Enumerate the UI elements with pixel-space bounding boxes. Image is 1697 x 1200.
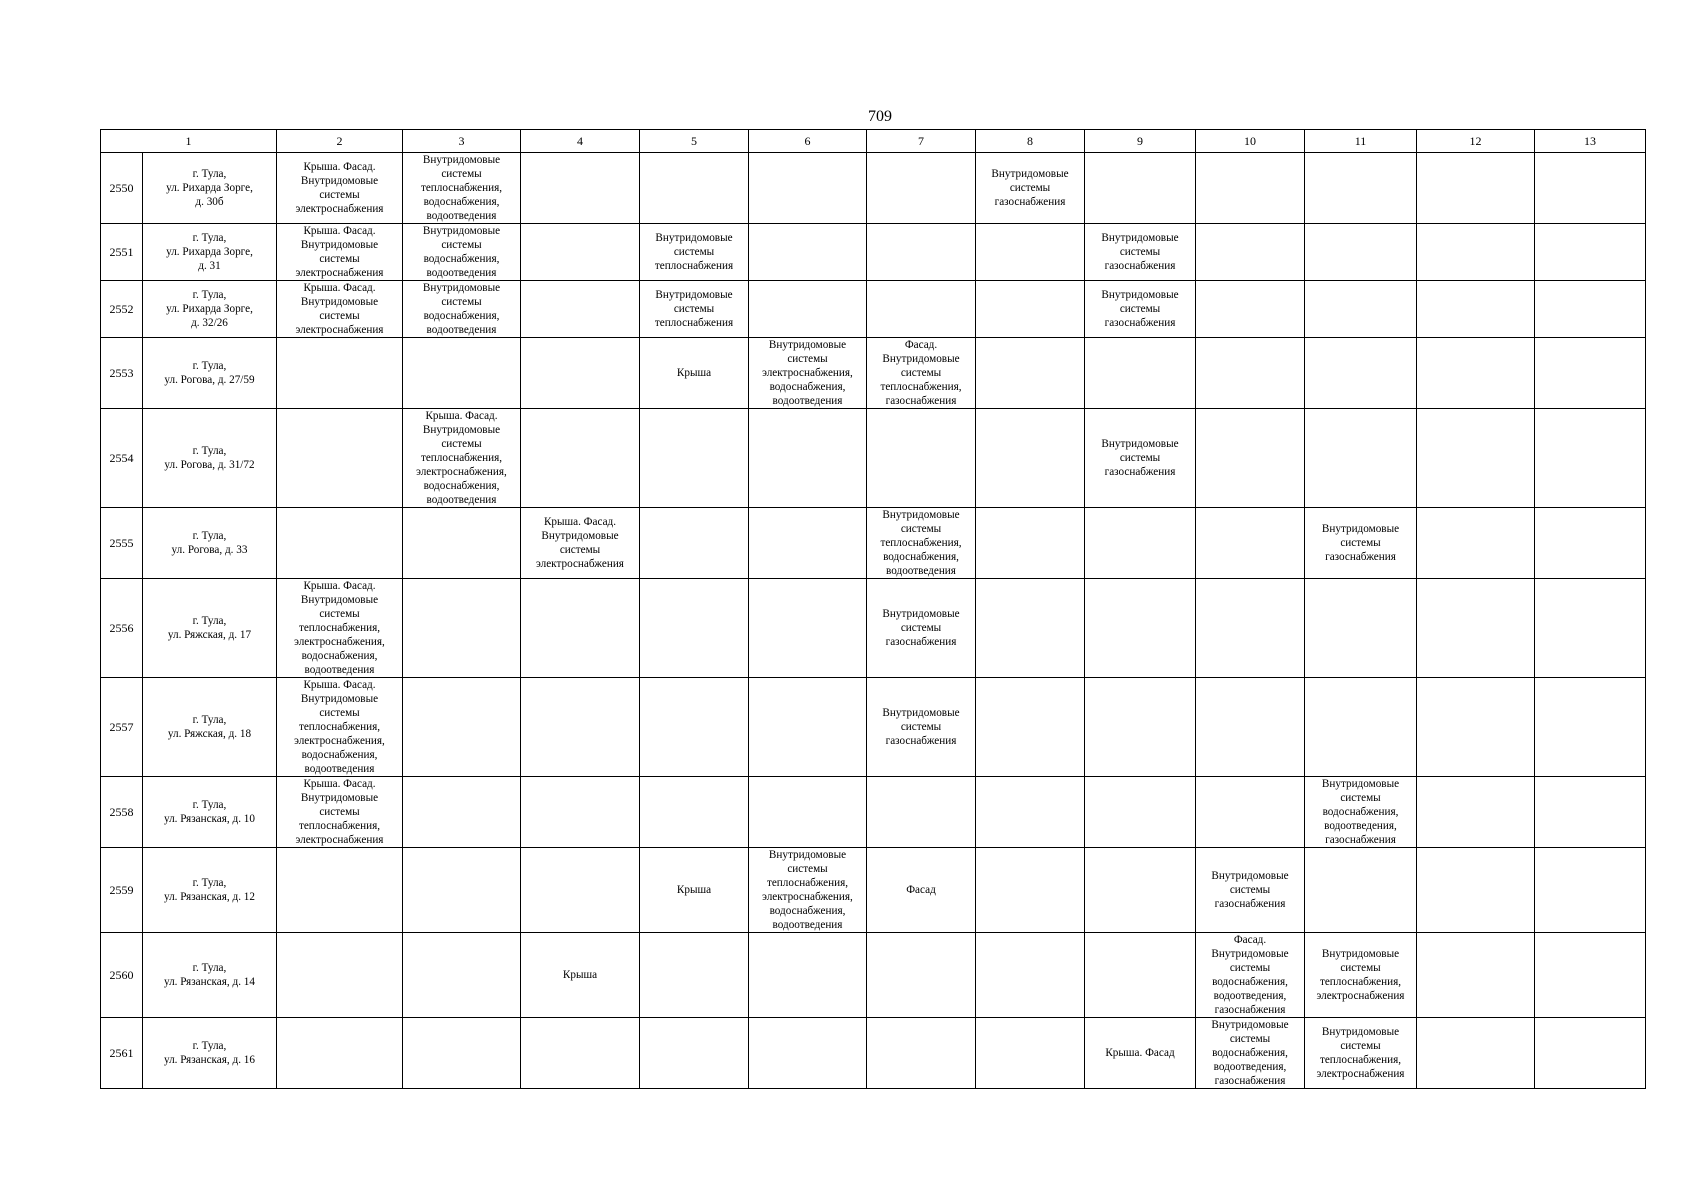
work-cell-col-8 — [976, 281, 1085, 338]
row-number-cell: 2560 — [101, 933, 143, 1018]
work-cell-col-8: Внутридомовые системы газоснабжения — [976, 153, 1085, 224]
work-cell-col-7 — [867, 409, 976, 508]
work-cell-col-2 — [277, 338, 403, 409]
work-cell-col-4 — [521, 281, 640, 338]
work-cell-col-11 — [1305, 409, 1417, 508]
work-cell-col-12 — [1417, 409, 1535, 508]
work-cell-col-7: Внутридомовые системы теплоснабжения, водоснабжения, водоотведения — [867, 508, 976, 579]
work-cell-col-9 — [1085, 848, 1196, 933]
row-number-cell: 2558 — [101, 777, 143, 848]
work-cell-col-13 — [1535, 1018, 1646, 1089]
work-cell-col-8 — [976, 1018, 1085, 1089]
work-cell-col-2: Крыша. Фасад. Внутридомовые системы теплоснабжения, электроснабжения, водоснабжения, водоотведения — [277, 678, 403, 777]
work-cell-col-12 — [1417, 933, 1535, 1018]
work-cell-col-7: Фасад — [867, 848, 976, 933]
row-number-cell: 2555 — [101, 508, 143, 579]
table-row — [101, 281, 1646, 338]
table-row — [101, 338, 1646, 409]
work-cell-col-3: Крыша. Фасад. Внутридомовые системы теплоснабжения, электроснабжения, водоснабжения, водоотведения — [403, 409, 521, 508]
work-cell-col-13 — [1535, 153, 1646, 224]
work-cell-col-4 — [521, 678, 640, 777]
work-cell-col-10 — [1196, 409, 1305, 508]
work-cell-col-6 — [749, 777, 867, 848]
work-cell-col-8 — [976, 224, 1085, 281]
work-cell-col-3: Внутридомовые системы водоснабжения, водоотведения — [403, 281, 521, 338]
column-number-3: 3 — [403, 130, 521, 153]
address-cell: г. Тула, ул. Рихарда Зорге, д. 30б — [143, 153, 277, 224]
work-cell-col-8 — [976, 409, 1085, 508]
column-number-row — [101, 130, 1646, 153]
work-cell-col-9 — [1085, 678, 1196, 777]
work-cell-col-6 — [749, 579, 867, 678]
work-cell-col-11 — [1305, 224, 1417, 281]
work-cell-col-2: Крыша. Фасад. Внутридомовые системы электроснабжения — [277, 224, 403, 281]
column-number-6: 6 — [749, 130, 867, 153]
table-row — [101, 678, 1646, 777]
work-cell-col-7 — [867, 933, 976, 1018]
work-cell-col-11 — [1305, 579, 1417, 678]
work-cell-col-8 — [976, 848, 1085, 933]
work-cell-col-12 — [1417, 1018, 1535, 1089]
work-cell-col-6 — [749, 508, 867, 579]
work-cell-col-5 — [640, 777, 749, 848]
work-cell-col-2 — [277, 508, 403, 579]
work-cell-col-11 — [1305, 281, 1417, 338]
work-cell-col-5: Крыша — [640, 338, 749, 409]
work-cell-col-13 — [1535, 281, 1646, 338]
column-number-2: 2 — [277, 130, 403, 153]
work-cell-col-12 — [1417, 777, 1535, 848]
work-cell-col-7: Внутридомовые системы газоснабжения — [867, 678, 976, 777]
work-cell-col-4 — [521, 1018, 640, 1089]
column-number-10: 10 — [1196, 130, 1305, 153]
work-cell-col-12 — [1417, 224, 1535, 281]
work-cell-col-11: Внутридомовые системы теплоснабжения, электроснабжения — [1305, 1018, 1417, 1089]
work-cell-col-9 — [1085, 777, 1196, 848]
column-number-11: 11 — [1305, 130, 1417, 153]
work-cell-col-3 — [403, 579, 521, 678]
work-cell-col-8 — [976, 508, 1085, 579]
work-cell-col-4 — [521, 224, 640, 281]
work-cell-col-10: Внутридомовые системы газоснабжения — [1196, 848, 1305, 933]
work-cell-col-5 — [640, 409, 749, 508]
address-cell: г. Тула, ул. Рогова, д. 31/72 — [143, 409, 277, 508]
work-cell-col-5 — [640, 1018, 749, 1089]
work-cell-col-4 — [521, 777, 640, 848]
work-cell-col-2 — [277, 1018, 403, 1089]
work-cell-col-13 — [1535, 579, 1646, 678]
table-row — [101, 153, 1646, 224]
work-cell-col-2: Крыша. Фасад. Внутридомовые системы электроснабжения — [277, 281, 403, 338]
work-cell-col-11 — [1305, 338, 1417, 409]
work-cell-col-3 — [403, 1018, 521, 1089]
work-cell-col-11 — [1305, 153, 1417, 224]
work-cell-col-3: Внутридомовые системы теплоснабжения, водоснабжения, водоотведения — [403, 153, 521, 224]
work-cell-col-5 — [640, 678, 749, 777]
page-number: 709 — [868, 108, 892, 125]
column-number-9: 9 — [1085, 130, 1196, 153]
work-cell-col-10: Внутридомовые системы водоснабжения, водоотведения, газоснабжения — [1196, 1018, 1305, 1089]
column-number-13: 13 — [1535, 130, 1646, 153]
work-cell-col-9 — [1085, 508, 1196, 579]
address-cell: г. Тула, ул. Ряжская, д. 18 — [143, 678, 277, 777]
work-cell-col-7 — [867, 777, 976, 848]
work-cell-col-6 — [749, 933, 867, 1018]
row-number-cell: 2559 — [101, 848, 143, 933]
work-cell-col-10 — [1196, 777, 1305, 848]
work-cell-col-12 — [1417, 153, 1535, 224]
address-cell: г. Тула, ул. Рихарда Зорге, д. 32/26 — [143, 281, 277, 338]
work-cell-col-10 — [1196, 281, 1305, 338]
work-cell-col-10 — [1196, 678, 1305, 777]
row-number-cell: 2552 — [101, 281, 143, 338]
row-number-cell: 2561 — [101, 1018, 143, 1089]
address-cell: г. Тула, ул. Ряжская, д. 17 — [143, 579, 277, 678]
work-cell-col-6 — [749, 153, 867, 224]
work-cell-col-6 — [749, 1018, 867, 1089]
work-cell-col-9 — [1085, 933, 1196, 1018]
table-row — [101, 409, 1646, 508]
work-cell-col-12 — [1417, 678, 1535, 777]
address-cell: г. Тула, ул. Рогова, д. 27/59 — [143, 338, 277, 409]
work-cell-col-12 — [1417, 508, 1535, 579]
work-cell-col-2 — [277, 848, 403, 933]
table-row — [101, 777, 1646, 848]
work-cell-col-12 — [1417, 281, 1535, 338]
address-cell: г. Тула, ул. Рязанская, д. 16 — [143, 1018, 277, 1089]
row-number-cell: 2553 — [101, 338, 143, 409]
work-cell-col-10 — [1196, 153, 1305, 224]
work-cell-col-2: Крыша. Фасад. Внутридомовые системы теплоснабжения, электроснабжения, водоснабжения, водоотведения — [277, 579, 403, 678]
table-row — [101, 1018, 1646, 1089]
work-cell-col-6 — [749, 224, 867, 281]
work-cell-col-13 — [1535, 409, 1646, 508]
work-cell-col-3 — [403, 678, 521, 777]
column-number-4: 4 — [521, 130, 640, 153]
table-row — [101, 579, 1646, 678]
work-cell-col-3 — [403, 777, 521, 848]
work-cell-col-4 — [521, 153, 640, 224]
work-cell-col-5 — [640, 153, 749, 224]
work-cell-col-11: Внутридомовые системы газоснабжения — [1305, 508, 1417, 579]
address-cell: г. Тула, ул. Рязанская, д. 14 — [143, 933, 277, 1018]
work-cell-col-13 — [1535, 678, 1646, 777]
work-cell-col-13 — [1535, 933, 1646, 1018]
work-cell-col-2 — [277, 409, 403, 508]
work-cell-col-9: Внутридомовые системы газоснабжения — [1085, 224, 1196, 281]
work-cell-col-2 — [277, 933, 403, 1018]
work-cell-col-3: Внутридомовые системы водоснабжения, водоотведения — [403, 224, 521, 281]
work-cell-col-8 — [976, 579, 1085, 678]
work-cell-col-7 — [867, 153, 976, 224]
column-number-12: 12 — [1417, 130, 1535, 153]
work-cell-col-6: Внутридомовые системы теплоснабжения, электроснабжения, водоснабжения, водоотведения — [749, 848, 867, 933]
work-cell-col-11: Внутридомовые системы теплоснабжения, электроснабжения — [1305, 933, 1417, 1018]
work-cell-col-4 — [521, 338, 640, 409]
row-number-cell: 2556 — [101, 579, 143, 678]
work-cell-col-13 — [1535, 508, 1646, 579]
work-cell-col-6: Внутридомовые системы электроснабжения, водоснабжения, водоотведения — [749, 338, 867, 409]
column-number-1: 1 — [101, 130, 277, 153]
work-cell-col-6 — [749, 409, 867, 508]
row-number-cell: 2550 — [101, 153, 143, 224]
address-cell: г. Тула, ул. Рогова, д. 33 — [143, 508, 277, 579]
column-number-8: 8 — [976, 130, 1085, 153]
work-cell-col-9: Внутридомовые системы газоснабжения — [1085, 281, 1196, 338]
work-cell-col-5: Внутридомовые системы теплоснабжения — [640, 281, 749, 338]
work-cell-col-8 — [976, 777, 1085, 848]
work-cell-col-10 — [1196, 579, 1305, 678]
work-cell-col-4 — [521, 409, 640, 508]
work-cell-col-6 — [749, 281, 867, 338]
work-cell-col-7 — [867, 224, 976, 281]
work-cell-col-5: Крыша — [640, 848, 749, 933]
address-cell: г. Тула, ул. Рихарда Зорге, д. 31 — [143, 224, 277, 281]
row-number-cell: 2551 — [101, 224, 143, 281]
work-cell-col-11 — [1305, 678, 1417, 777]
table-row — [101, 508, 1646, 579]
repair-schedule-table — [100, 129, 1646, 1089]
table-row — [101, 848, 1646, 933]
work-cell-col-10 — [1196, 508, 1305, 579]
work-cell-col-10 — [1196, 224, 1305, 281]
work-cell-col-8 — [976, 933, 1085, 1018]
work-cell-col-10 — [1196, 338, 1305, 409]
work-cell-col-4: Крыша — [521, 933, 640, 1018]
work-cell-col-9 — [1085, 579, 1196, 678]
work-cell-col-2: Крыша. Фасад. Внутридомовые системы теплоснабжения, электроснабжения — [277, 777, 403, 848]
work-cell-col-9: Внутридомовые системы газоснабжения — [1085, 409, 1196, 508]
work-cell-col-5 — [640, 579, 749, 678]
table-row — [101, 224, 1646, 281]
column-number-5: 5 — [640, 130, 749, 153]
work-cell-col-3 — [403, 848, 521, 933]
work-cell-col-7 — [867, 1018, 976, 1089]
work-cell-col-3 — [403, 338, 521, 409]
work-cell-col-4: Крыша. Фасад. Внутридомовые системы электроснабжения — [521, 508, 640, 579]
work-cell-col-5 — [640, 508, 749, 579]
work-cell-col-8 — [976, 678, 1085, 777]
work-cell-col-13 — [1535, 224, 1646, 281]
work-cell-col-11: Внутридомовые системы водоснабжения, водоотведения, газоснабжения — [1305, 777, 1417, 848]
row-number-cell: 2554 — [101, 409, 143, 508]
work-cell-col-2: Крыша. Фасад. Внутридомовые системы электроснабжения — [277, 153, 403, 224]
work-cell-col-9 — [1085, 338, 1196, 409]
row-number-cell: 2557 — [101, 678, 143, 777]
work-cell-col-11 — [1305, 848, 1417, 933]
work-cell-col-4 — [521, 579, 640, 678]
work-cell-col-5 — [640, 933, 749, 1018]
work-cell-col-7: Внутридомовые системы газоснабжения — [867, 579, 976, 678]
work-cell-col-10: Фасад. Внутридомовые системы водоснабжения, водоотведения, газоснабжения — [1196, 933, 1305, 1018]
work-cell-col-9 — [1085, 153, 1196, 224]
work-cell-col-13 — [1535, 338, 1646, 409]
work-cell-col-13 — [1535, 777, 1646, 848]
work-cell-col-12 — [1417, 848, 1535, 933]
work-cell-col-3 — [403, 933, 521, 1018]
column-number-7: 7 — [867, 130, 976, 153]
work-cell-col-12 — [1417, 579, 1535, 678]
work-cell-col-6 — [749, 678, 867, 777]
work-cell-col-7 — [867, 281, 976, 338]
address-cell: г. Тула, ул. Рязанская, д. 12 — [143, 848, 277, 933]
work-cell-col-7: Фасад. Внутридомовые системы теплоснабжения, газоснабжения — [867, 338, 976, 409]
work-cell-col-12 — [1417, 338, 1535, 409]
work-cell-col-3 — [403, 508, 521, 579]
work-cell-col-4 — [521, 848, 640, 933]
work-cell-col-5: Внутридомовые системы теплоснабжения — [640, 224, 749, 281]
work-cell-col-8 — [976, 338, 1085, 409]
work-cell-col-9: Крыша. Фасад — [1085, 1018, 1196, 1089]
address-cell: г. Тула, ул. Рязанская, д. 10 — [143, 777, 277, 848]
table-row — [101, 933, 1646, 1018]
work-cell-col-13 — [1535, 848, 1646, 933]
